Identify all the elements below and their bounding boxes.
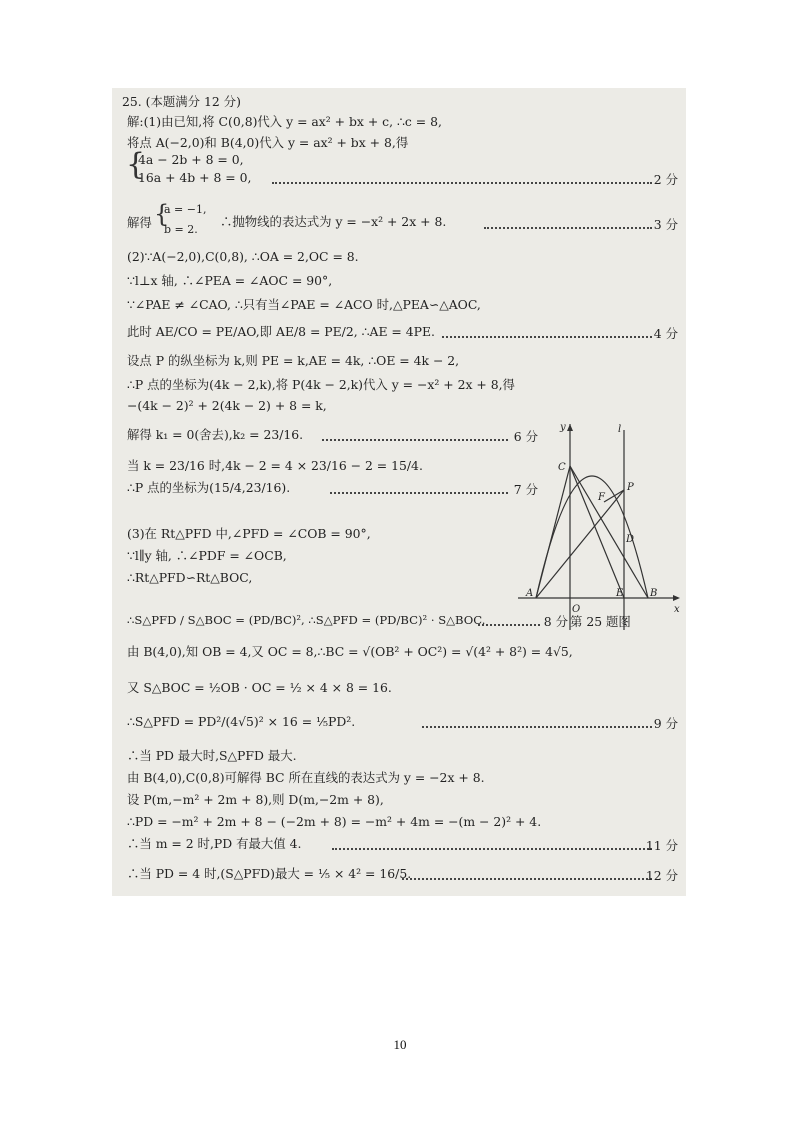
solution-line: ∴S△PFD = PD²/(4√5)² × 16 = ⅕PD². [127,714,356,729]
label-c: C [558,462,566,473]
solution-line: 设 P(m,−m² + 2m + 8),则 D(m,−2m + 8), [127,792,384,807]
score-mark: 4 分 [653,326,678,341]
solution-line: ∴PD = −m² + 2m + 8 − (−2m + 8) = −m² + 4m = −(m − 2)² + 4. [127,814,542,829]
dotted-leader [484,227,652,229]
label-d: D [626,534,635,545]
equation-line: 16a + 4b + 8 = 0, [138,170,252,185]
solution-line: ∵l⊥x 轴, ∴∠PEA = ∠AOC = 90°, [127,273,333,288]
label-o: O [572,604,581,615]
label-p: P [627,482,634,493]
dotted-leader [322,439,508,441]
solution-line: 由 B(4,0),C(0,8)可解得 BC 所在直线的表达式为 y = −2x + 8. [127,770,485,785]
solution-line: ∴S△PFD / S△BOC = (PD/BC)², ∴S△PFD = (PD/BC)² · S△BOC. [127,613,486,627]
solution-line: ∴Rt△PFD∽Rt△BOC, [127,570,253,585]
score-mark: 9 分 [653,716,678,731]
solution-line: 解得 k₁ = 0(舍去),k₂ = 23/16. [127,427,304,442]
solution-line: 将点 A(−2,0)和 B(4,0)代入 y = ax² + bx + 8,得 [127,135,409,150]
solution-line: 解:(1)由已知,将 C(0,8)代入 y = ax² + bx + c, ∴c = 8, [127,114,442,129]
equation-line: 4a − 2b + 8 = 0, [138,152,244,167]
segment-pf [604,490,624,502]
solution-line: 又 S△BOC = ½OB · OC = ½ × 4 × 8 = 16. [127,680,392,695]
label-a: A [526,588,534,599]
dotted-leader [402,878,652,880]
label-e: E [616,588,624,599]
solution-line: 设点 P 的纵坐标为 k,则 PE = k,AE = 4k, ∴OE = 4k − 2, [127,353,460,368]
equation-line: a = −1, [164,203,207,216]
solution-line: 由 B(4,0),知 OB = 4,又 OC = 8,∴BC = √(OB² + OC²) = √(4² + 8²) = 4√5, [127,644,573,659]
equation-brace: { [154,200,170,228]
label-l: l [618,424,622,435]
segment-ac [536,466,570,598]
segment-ce [570,466,624,598]
x-axis-arrow [673,595,680,601]
solution-line: ∴P 点的坐标为(4k − 2,k),将 P(4k − 2,k)代入 y = −x² + 2x + 8,得 [127,377,515,392]
solution-line: ∴P 点的坐标为(15/4,23/16). [127,480,291,495]
solution-line: ∵l∥y 轴, ∴∠PDF = ∠OCB, [127,548,287,563]
label-x: x [674,604,680,615]
solution-line: ∴抛物线的表达式为 y = −x² + 2x + 8. [220,214,447,229]
solution-line: (2)∵A(−2,0),C(0,8), ∴OA = 2,OC = 8. [127,249,359,264]
label-f: F [598,492,605,503]
y-axis-arrow [567,424,573,431]
solution-line: −(4k − 2)² + 2(4k − 2) + 8 = k, [127,398,327,413]
parabola-figure [514,418,682,633]
solution-line: ∵∠PAE ≠ ∠CAO, ∴只有当∠PAE = ∠ACO 时,△PEA∽△AOC, [127,297,481,312]
segment-bc [570,466,648,598]
dotted-leader [330,492,508,494]
segment-ap [536,490,624,598]
score-mark: 6 分 [513,429,538,444]
dotted-leader [422,726,652,728]
score-mark: 2 分 [653,172,678,187]
solution-line: ∴当 PD = 4 时,(S△PFD)最大 = ⅕ × 4² = 16/5. [127,866,412,881]
page-number: 10 [393,1037,407,1052]
scanned-solution-page [112,88,686,896]
solution-line: (3)在 Rt△PFD 中,∠PFD = ∠COB = 90°, [127,526,371,541]
equation-line: b = 2. [164,223,198,236]
solution-line: 当 k = 23/16 时,4k − 2 = 4 × 23/16 − 2 = 15/4. [127,458,423,473]
solution-line: ∴当 m = 2 时,PD 有最大值 4. [127,836,302,851]
solution-line: 解得 [127,215,152,230]
dotted-leader [442,336,652,338]
score-mark: 3 分 [653,217,678,232]
score-mark: 8 分 [543,614,568,629]
equation-brace: { [126,147,146,182]
dotted-leader [332,848,652,850]
label-y: y [560,422,566,433]
problem-header: 25. (本题满分 12 分) [122,94,241,109]
solution-line: 此时 AE/CO = PE/AO,即 AE/8 = PE/2, ∴AE = 4PE. [127,324,435,339]
score-mark: 7 分 [513,482,538,497]
dotted-leader [272,182,652,184]
score-mark: 12 分 [645,868,678,883]
solution-line: ∴当 PD 最大时,S△PFD 最大. [127,748,297,763]
label-b: B [650,588,658,599]
score-mark: 11 分 [645,838,678,853]
figure-caption: 第 25 题图 [570,614,631,629]
